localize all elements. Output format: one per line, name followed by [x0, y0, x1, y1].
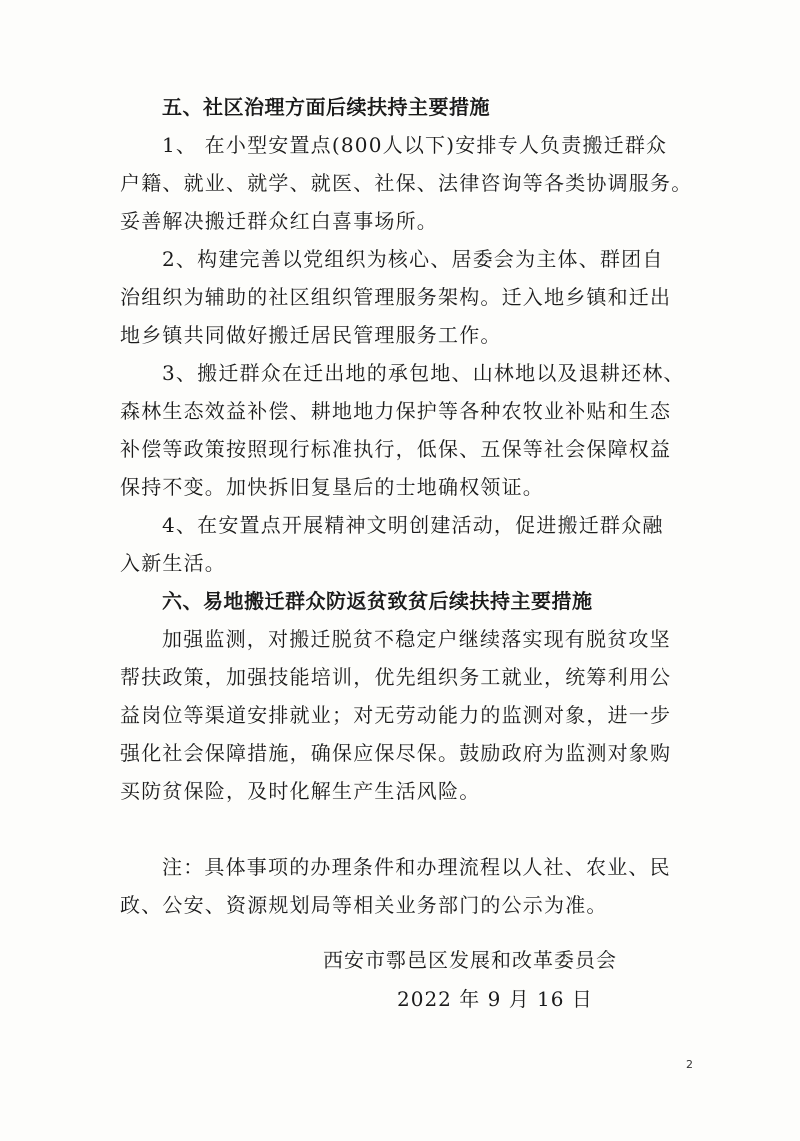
document-body [120, 88, 700, 924]
section-5-heading: 五、社区治理方面后续扶持主要措施 [162, 95, 490, 119]
section-5-paragraph-1 [120, 126, 700, 240]
text-line: 妥善解决搬迁群众红白喜事场所。 [120, 209, 438, 233]
text-line: 1、 在小型安置点(800人以下)安排专人负责搬迁群众 [162, 133, 668, 157]
text-line: 治组织为辅助的社区组织管理服务架构。迁入地乡镇和迁出 [120, 285, 672, 309]
text-line: 入新生活。 [120, 551, 226, 575]
note-paragraph [120, 848, 700, 924]
text-line: 注：具体事项的办理条件和办理流程以人社、农业、民 [162, 855, 671, 879]
text-line: 保持不变。加快拆旧复垦后的士地确权领证。 [120, 475, 544, 499]
text-line: 森林生态效益补偿、耕地地力保护等各种农牧业补贴和生态 [120, 399, 672, 423]
text-line: 买防贫保险，及时化解生产生活风险。 [120, 779, 481, 803]
section-5-paragraph-3 [120, 354, 700, 506]
section-6-paragraph-1 [120, 620, 700, 810]
blank-line [120, 810, 700, 848]
section-6-heading: 六、易地搬迁群众防返贫致贫后续扶持主要措施 [162, 589, 593, 613]
section-5-paragraph-4 [120, 506, 700, 582]
page-number: 2 [686, 1058, 693, 1071]
text-line: 益岗位等渠道安排就业；对无劳动能力的监测对象，进一步 [120, 703, 672, 727]
text-line: 加强监测，对搬迁脱贫不稳定户继续落实现有脱贫攻坚 [162, 627, 671, 651]
text-line: 强化社会保障措施，确保应保尽保。鼓励政府为监测对象购 [120, 741, 672, 765]
text-line: 4、在安置点开展精神文明创建活动，促进搬迁群众融 [162, 513, 664, 537]
text-line: 户籍、就业、就学、就医、社保、法律咨询等各类协调服务。 [120, 171, 693, 195]
issuing-organization: 西安市鄠邑区发展和改革委员会 [323, 948, 617, 972]
text-line: 2、构建完善以党组织为核心、居委会为主体、群团自 [162, 247, 664, 271]
text-line: 帮扶政策，加强技能培训，优先组织务工就业，统筹利用公 [120, 665, 672, 689]
text-line: 补偿等政策按照现行标准执行，低保、五保等社会保障权益 [120, 437, 672, 461]
text-line: 政、公安、资源规划局等相关业务部门的公示为准。 [120, 893, 608, 917]
text-line: 地乡镇共同做好搬迁居民管理服务工作。 [120, 323, 502, 347]
issue-date: 2022 年 9 月 16 日 [397, 987, 593, 1011]
section-5-paragraph-2 [120, 240, 700, 354]
text-line: 3、搬迁群众在迁出地的承包地、山林地以及退耕还林、 [162, 361, 685, 385]
